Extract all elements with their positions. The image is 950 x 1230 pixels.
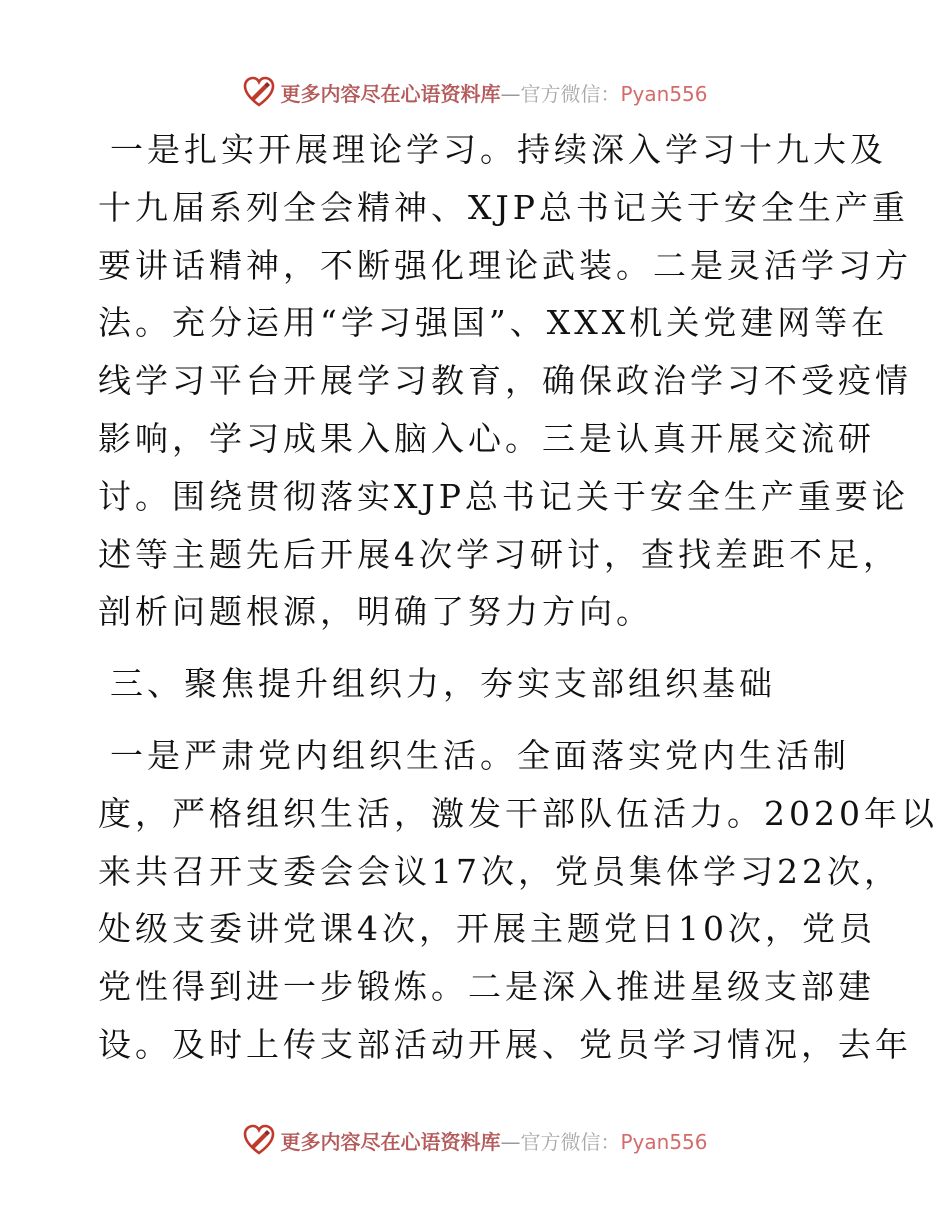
text-line: 度，严格组织生活，激发干部队伍活力。2020年以 <box>98 793 938 833</box>
text-line: 要讲话精神，不断强化理论武装。二是灵活学习方 <box>98 245 912 285</box>
watermark-wechat-id: Pyan556 <box>620 81 708 106</box>
paragraph-organization-life <box>98 727 938 1074</box>
section-heading: 三、聚焦提升组织力，夯实支部组织基础 <box>110 664 776 704</box>
text-line: 处级支委讲党课4次，开展主题党日10次，党员 <box>98 909 876 949</box>
paragraph-gap <box>98 713 858 727</box>
watermark-wechat-id: Pyan556 <box>620 1129 708 1154</box>
text-line: 讨。围绕贯彻落实XJP总书记关于安全生产重要论 <box>98 476 909 516</box>
text-line: 一是扎实开展理论学习。持续深入学习十九大及 <box>110 130 887 169</box>
heart-pen-logo-icon <box>242 1123 276 1157</box>
watermark-main-text: 更多内容尽在心语资料库 <box>280 1129 501 1154</box>
text-line: 一是严肃党内组织生活。全面落实党内生活制 <box>110 735 850 775</box>
footer-watermark <box>0 1120 950 1160</box>
text-line: 线学习平台开展学习教育，确保政治学习不受疫情 <box>98 361 912 401</box>
watermark-wechat-label: 官方微信： <box>520 81 621 106</box>
text-line: 设。及时上传支部活动开展、党员学习情况，去年 <box>98 1024 912 1064</box>
heart-pen-logo-icon <box>242 75 276 109</box>
text-line: 法。充分运用“学习强国”、XXX机关党建网等在 <box>98 303 889 343</box>
text-line: 影响，学习成果入脑入心。三是认真开展交流研 <box>98 418 875 458</box>
paragraph-theory-study <box>98 121 912 641</box>
text-line: 剖析问题根源，明确了努力方向。 <box>98 592 653 632</box>
text-line: 十九届系列全会精神、XJP总书记关于安全生产重 <box>98 187 909 227</box>
watermark-dash: — <box>500 1129 521 1154</box>
paragraph-gap <box>98 641 858 655</box>
watermark-main-text: 更多内容尽在心语资料库 <box>280 81 501 106</box>
header-watermark <box>0 72 950 112</box>
watermark-wechat-label: 官方微信： <box>520 1129 621 1154</box>
text-line: 来共召开支委会会议17次，党员集体学习22次， <box>98 851 901 891</box>
document-body <box>98 121 938 1074</box>
watermark-dash: — <box>500 81 521 106</box>
text-line: 党性得到进一步锻炼。二是深入推进星级支部建 <box>98 967 875 1007</box>
text-line: 述等主题先后开展4次学习研讨，查找差距不足， <box>98 534 900 574</box>
